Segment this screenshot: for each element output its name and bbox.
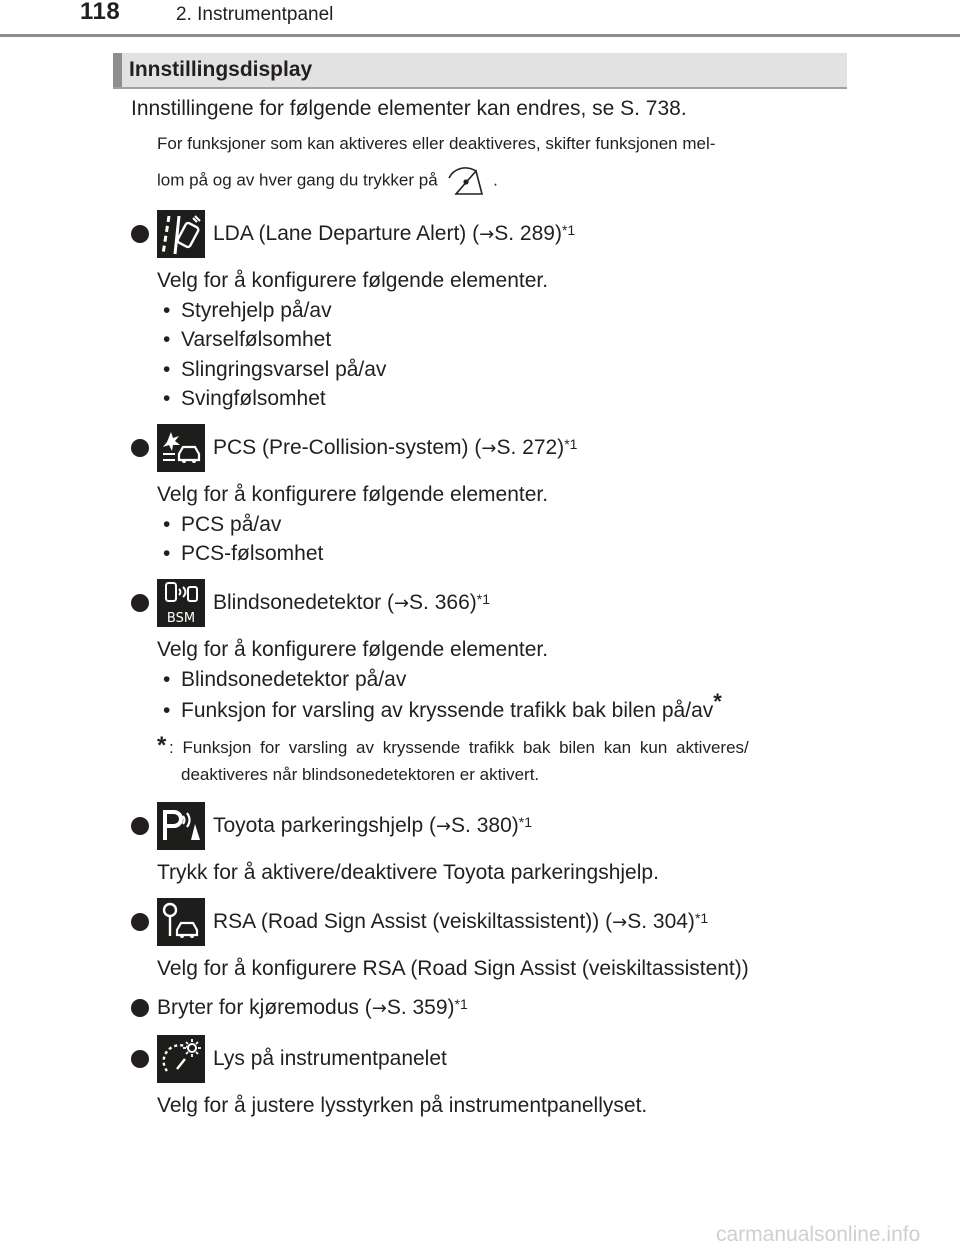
pre-collision-system-icon: [157, 424, 205, 472]
page-number: 118: [80, 0, 121, 25]
road-sign-assist-icon: [157, 898, 205, 946]
item-description: Velg for å konfigurere følgende elementer.: [157, 638, 549, 661]
item-description: Velg for å konfigurere RSA (Road Sign Assist (veiskiltassistent)): [157, 957, 749, 980]
footnote-ref: *1: [694, 910, 709, 926]
list-item: • Styrehjelp på/av: [163, 299, 332, 322]
footnote-ref: *1: [454, 996, 468, 1012]
bullet-dot: [131, 225, 149, 243]
svg-text:BSM: BSM: [166, 611, 196, 626]
list-item-lda: LDA (Lane Departure Alert) ( → S. 289) $^{*1}$: [131, 210, 575, 258]
bullet-dot: [131, 594, 149, 612]
list-item: • Blindsonedetektor på/av: [163, 668, 407, 691]
item-description: Velg for å konfigurere følgende elementer.: [157, 483, 549, 506]
bullet-dot: [131, 817, 149, 835]
bullet-dot: [131, 1050, 149, 1068]
bullet-dot: [131, 439, 149, 457]
bullet-dot: [131, 999, 149, 1017]
footnote-line-1: : Funksjon for varsling av kryssende trafikk bak bilen kan kun aktiveres/: [169, 738, 749, 757]
list-item: • PCS-følsomhet: [163, 542, 324, 565]
section-intro: Innstillingene for følgende elementer kan endres, se S. 738.: [131, 97, 687, 120]
instrument-panel-light-icon: [157, 1035, 205, 1083]
list-item: • PCS på/av: [163, 513, 282, 536]
footnote-ref: *1: [476, 591, 490, 607]
list-item-parking-assist: Toyota parkeringshjelp ( → S. 380) $^{*1}$: [131, 802, 532, 850]
item-description: Velg for å konfigurere følgende elementer.: [157, 269, 549, 292]
list-item: • Funksjon for varsling av kryssende trafikk bak bilen på/av*: [163, 689, 722, 722]
bullet-dot: [131, 913, 149, 931]
watermark: carmanualsonline.info: [716, 1223, 921, 1246]
list-item-panel-light: Lys på instrumentpanelet: [131, 1035, 447, 1083]
page-header: [0, 0, 960, 36]
list-item-drive-mode: Bryter for kjøremodus ( → S. 359) $^{*1}$: [131, 984, 468, 1032]
item-description: Trykk for å aktivere/deaktivere Toyota parkeringshjelp.: [157, 861, 659, 884]
list-item-blind-spot: BSM Blindsonedetektor ( → S. 366) $^{*1}$: [131, 579, 490, 627]
list-item: • Svingfølsomhet: [163, 387, 326, 410]
chapter-title: 2. Instrumentpanel: [176, 4, 334, 25]
blind-spot-monitor-icon: [157, 579, 205, 627]
note-line-1: For funksjoner som kan aktiveres eller deaktiveres, skifter funksjonen mel-: [157, 134, 716, 153]
finger-press-icon: [446, 164, 484, 198]
list-item-rsa: RSA (Road Sign Assist (veiskiltassistent)) ( → S. 304) $^{*1}$: [131, 898, 708, 946]
footnote-ref: *1: [564, 436, 578, 452]
footnote-ref: *1: [561, 222, 576, 238]
footnote-line-2: deaktiveres når blindsonedetektoren er aktivert.: [181, 765, 540, 784]
section-heading-marker: [113, 53, 122, 87]
list-item-pcs: PCS (Pre-Collision-system) ( → S. 272) $^{*1}$: [131, 424, 577, 472]
footnote-ref: *1: [518, 814, 532, 830]
footnote-marker: *: [713, 689, 722, 714]
list-item: • Varselfølsomhet: [163, 328, 332, 351]
lane-departure-alert-icon: [157, 210, 205, 258]
note-line-2: lom på og av hver gang du trykker på .: [157, 164, 498, 198]
section-heading-bar: [113, 53, 847, 89]
item-description: Velg for å justere lysstyrken på instrumentpanellyset.: [157, 1094, 648, 1117]
list-item: • Slingringsvarsel på/av: [163, 358, 387, 381]
section-title: Innstillingsdisplay: [129, 58, 313, 81]
footnote-star: *: [157, 732, 167, 759]
header-divider: [0, 34, 960, 37]
parking-assist-icon: [157, 802, 205, 850]
